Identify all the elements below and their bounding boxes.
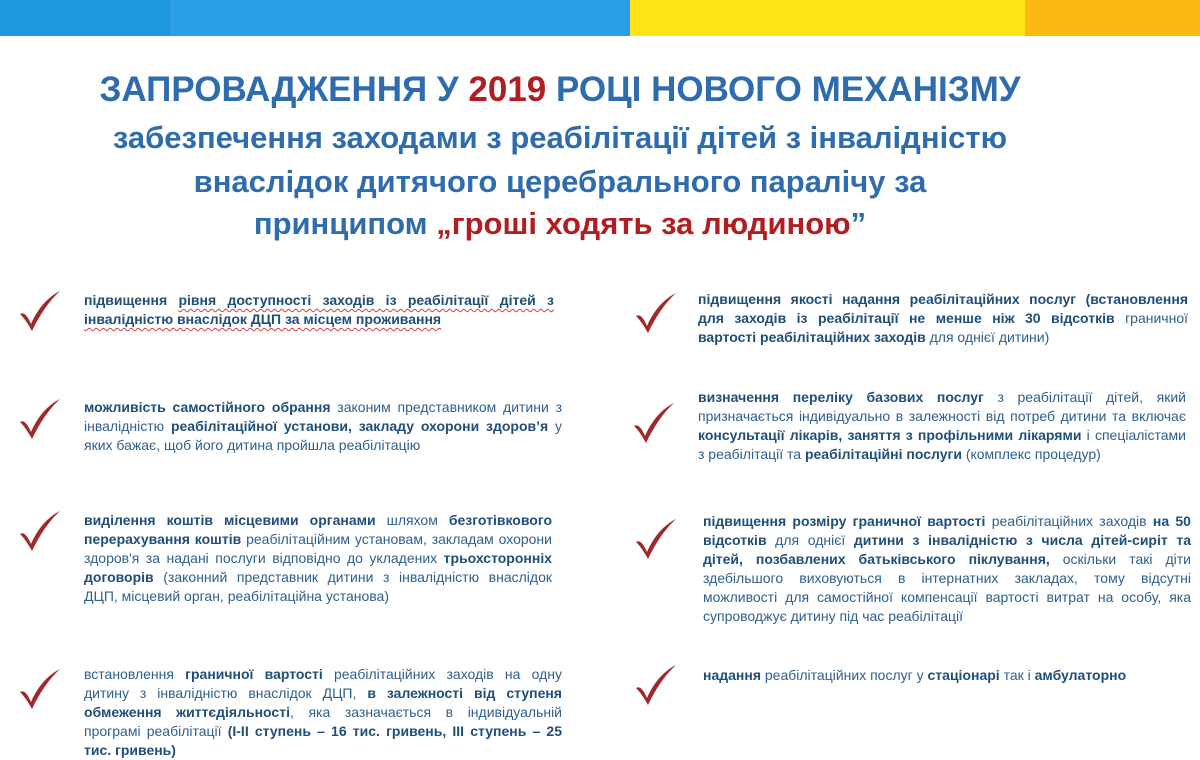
benefit-item-1 <box>84 291 554 329</box>
title-line-2: забезпечення заходами з реабілітації дітей з інвалідністю <box>112 120 1008 155</box>
item-text-bold: (I-II ступень – 16 тис. гривень, III ступень – 25 тис. гривень) <box>84 723 562 758</box>
checkmark-icon <box>630 400 676 446</box>
item-text: реабілітаційних послуг у <box>761 667 928 683</box>
item-text-bold: безготівкового перерахування коштів <box>84 512 553 547</box>
checkmark-icon <box>16 508 62 554</box>
title-text: принципом <box>253 206 437 241</box>
top-color-bar <box>0 0 1200 36</box>
item-text-bold: граничної вартості <box>185 666 323 682</box>
title-line-4 <box>0 206 1160 242</box>
checkmark-icon <box>632 516 678 562</box>
bar-segment-blue-left <box>0 0 170 36</box>
item-text: реабілітаційних заходів <box>985 513 1153 529</box>
item-text-bold: стаціонарі <box>927 667 1000 683</box>
title-text: РОЦІ НОВОГО МЕХАНІЗМУ <box>546 70 1021 109</box>
item-text-bold: підвищення розміру граничної вартості <box>703 513 986 529</box>
item-text-bold: консультації лікарів, заняття з профільними лікарями <box>698 427 1082 443</box>
checkmark-icon <box>16 288 62 334</box>
item-text: , яка зазначається в індивідуальній програмі реабілітації <box>84 704 562 739</box>
item-text: у яких бажає, щоб його дитина пройшла реабілітацію <box>84 418 563 453</box>
item-text: реабілітаційних заходів на одну дитину з інвалідністю внаслідок ДЦП, <box>84 666 563 701</box>
title-text: ” <box>850 206 867 241</box>
item-text-bold: в залежності від ступеня обмеження життєдіяльності <box>84 685 562 720</box>
item-text: оскільки такі діти здебільшого виховуються в інтернатних закладах, тому відсутні можливості для самостійної компенсації вартості витрат на особу, яка супроводжує дитину під час реабілітації <box>703 551 1191 624</box>
title-text: ЗАПРОВАДЖЕННЯ У <box>99 70 469 109</box>
benefit-item-6 <box>698 388 1186 464</box>
title-quote: „гроші ходять за людиною <box>436 206 851 241</box>
item-text-bold: надання <box>703 667 761 683</box>
item-text-bold: рівня доступності заходів із реабілітації дітей з інвалідністю внаслідок ДЦП за місцем проживання <box>84 292 554 327</box>
checkmark-icon <box>632 662 678 708</box>
item-text: і спеціалістами з реабілітації та <box>698 427 1187 462</box>
title-year: 2019 <box>468 70 547 109</box>
benefit-item-8 <box>703 666 1193 685</box>
item-text-bold: на 50 відсотків <box>703 513 1191 548</box>
bar-segment-yellow <box>630 0 1025 36</box>
benefit-item-3 <box>84 511 552 606</box>
item-text: шляхом <box>375 512 449 528</box>
checkmark-icon <box>16 666 62 712</box>
bar-segment-blue <box>170 0 630 36</box>
benefit-item-4 <box>84 665 562 760</box>
item-text: для однієї дитини) <box>925 329 1050 345</box>
item-text: (комплекс процедур) <box>961 446 1101 462</box>
title-line-3: внаслідок дитячого церебрального паралічу за <box>193 164 927 199</box>
benefit-item-2 <box>84 398 562 455</box>
item-text-bold: трьохсторонніх договорів <box>84 550 552 585</box>
item-text-bold: підвищення якості надання реабілітаційних послуг (встановлення для заходів із реабілітації не менше ніж 30 відсотків <box>698 291 1188 326</box>
item-text-bold: реабілітаційні послуги <box>804 446 962 462</box>
item-text-bold: реабілітаційної установи, закладу охорони здоров’я <box>170 418 549 434</box>
item-text: для однієї <box>766 532 854 548</box>
item-text-bold: дитини з інвалідністю з числа дітей-сиріт та дітей, позбавлених батьківського піклування, <box>703 532 1191 567</box>
item-text-bold: виділення коштів місцевими органами <box>84 512 376 528</box>
item-text: граничної <box>1114 310 1189 326</box>
item-text: реабілітаційним установам, закладам охорони здоров'я за надані послуги відповідно до укладених <box>84 531 552 566</box>
item-text-bold: амбулаторно <box>1034 667 1127 683</box>
bar-segment-orange <box>1025 0 1200 36</box>
checkmark-icon <box>632 290 678 336</box>
item-text: (законний представник дитини з інвалідністю внаслідок ДЦП, місцевий орган, реабілітаційна установа) <box>84 569 552 604</box>
item-text-bold: визначення переліку базових послуг <box>698 389 984 405</box>
checkmark-icon <box>16 396 62 442</box>
item-text: з реабілітації дітей, який призначається індивідуально в залежності від потреб дитини та включає <box>698 389 1186 424</box>
item-text-bold: вартості реабілітаційних заходів <box>698 329 926 345</box>
benefit-item-5 <box>698 290 1188 347</box>
benefit-item-7 <box>703 512 1191 626</box>
item-text-bold: можливість самостійного обрання <box>84 399 331 415</box>
item-text: встановлення <box>84 666 186 682</box>
title-line-1 <box>0 70 1160 110</box>
item-text-bold: підвищення <box>84 292 179 308</box>
item-text: законим представником дитини з інвалідністю <box>84 399 562 434</box>
item-text: так і <box>999 667 1035 683</box>
